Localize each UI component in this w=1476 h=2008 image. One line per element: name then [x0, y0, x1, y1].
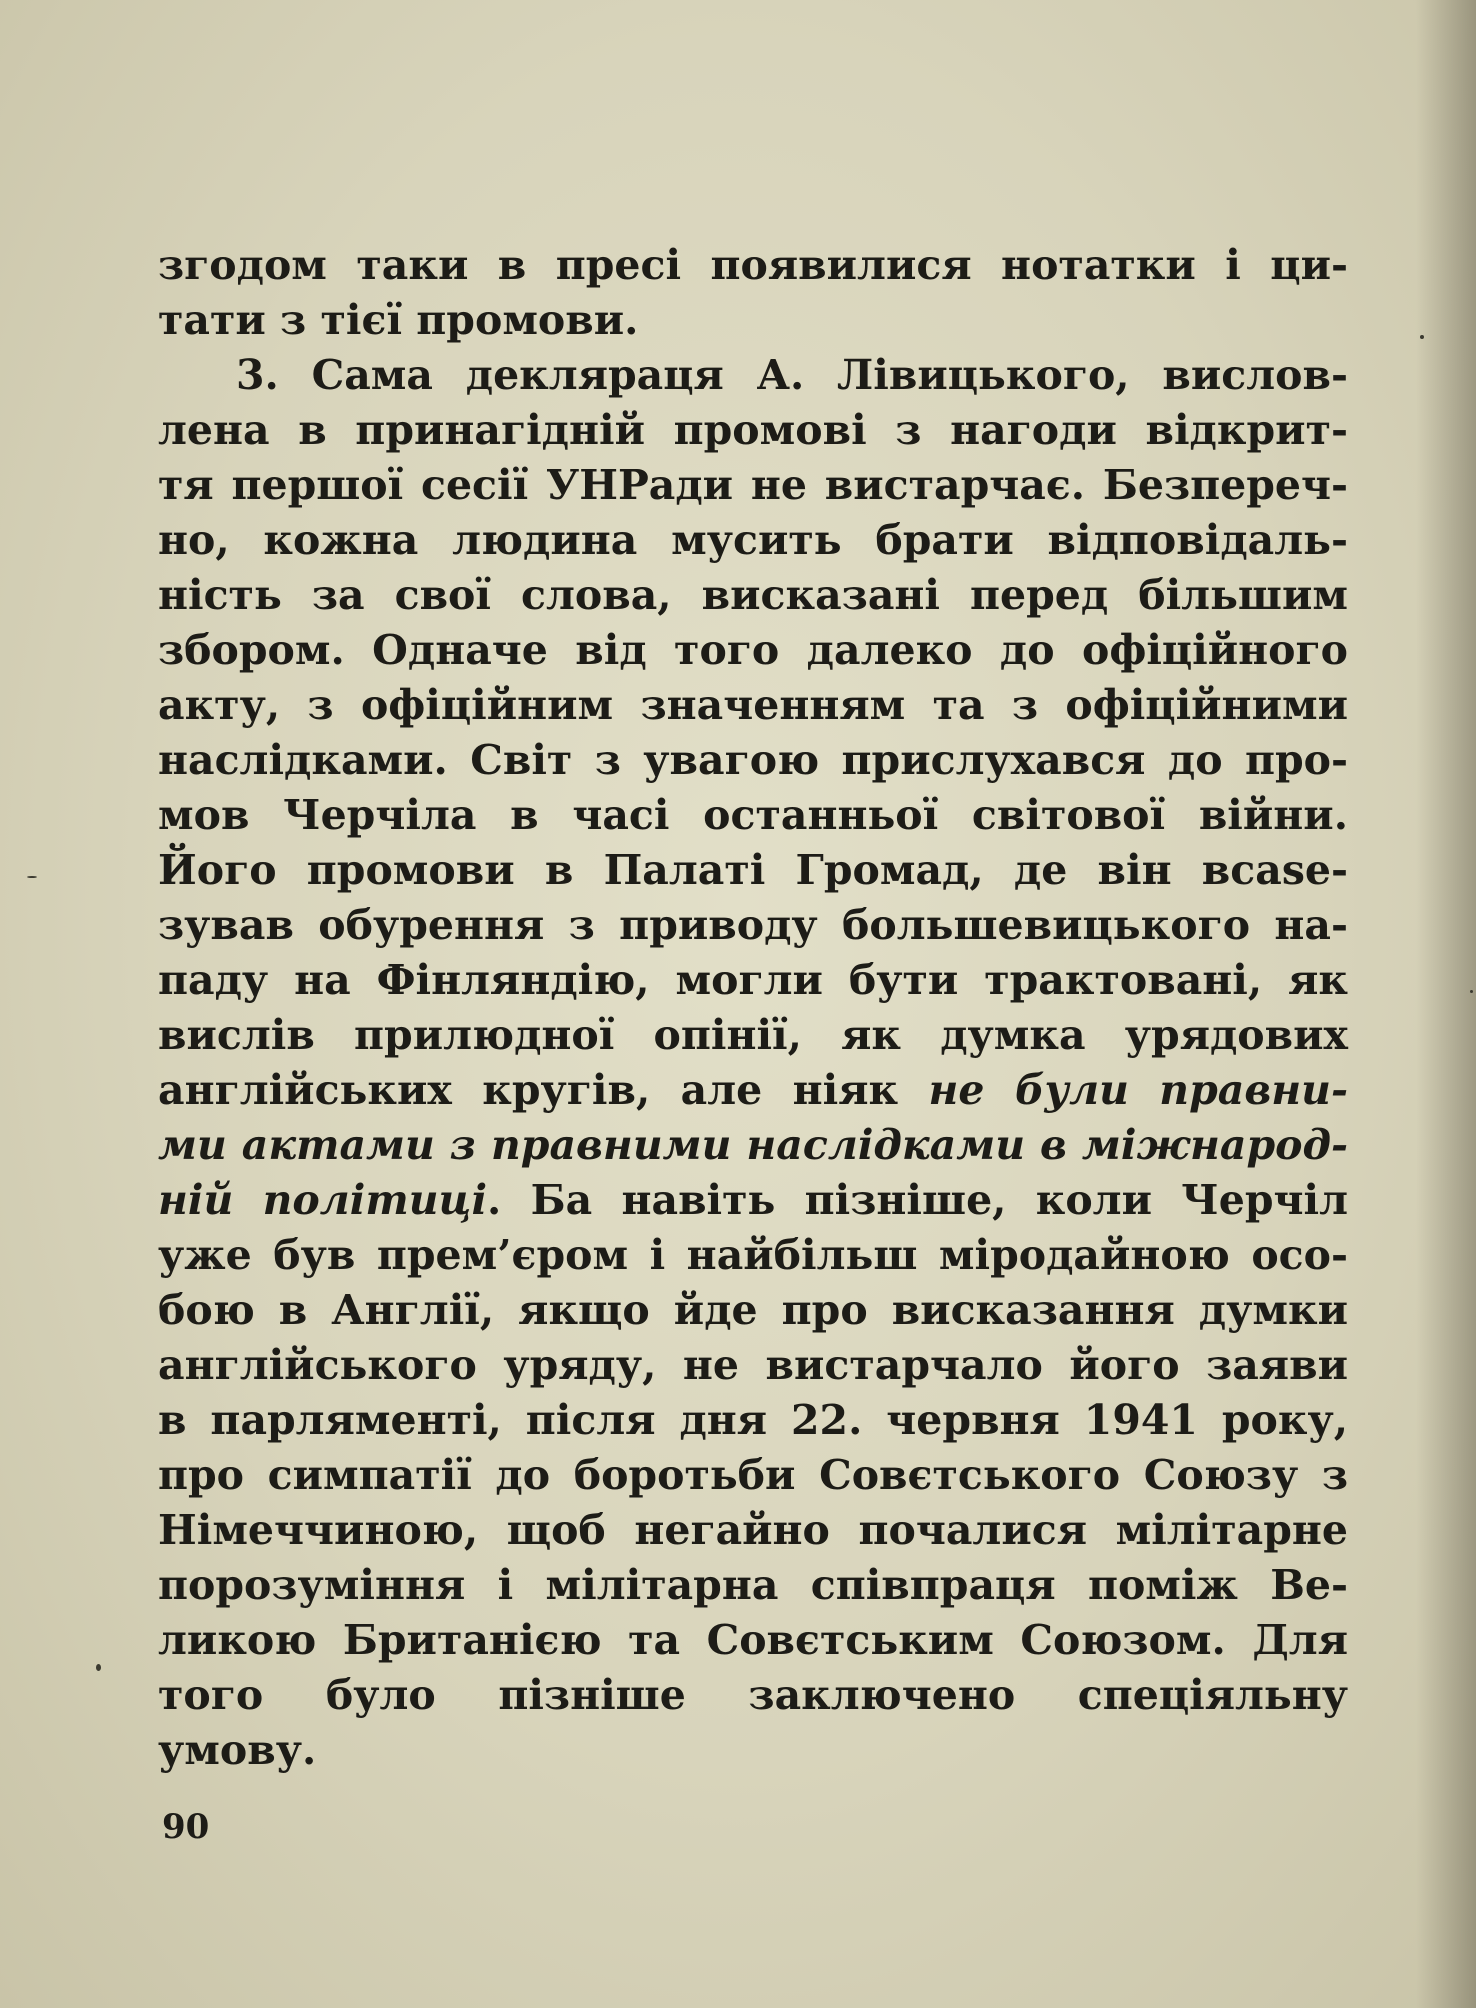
- text-line: наслідками. Світ з увагою прислухався до про-: [158, 736, 1348, 784]
- text-line: 3. Сама декляраця А. Лівицького, вислов-: [236, 351, 1348, 399]
- text-line: тати з тієї промови.: [158, 296, 639, 344]
- text-line: англійського уряду, не вистарчало його заяви: [158, 1341, 1348, 1389]
- text-line: порозуміння і мілітарна співпраця поміж Ве-: [158, 1561, 1348, 1609]
- text-line: зував обурення з приводу большевицького на-: [158, 901, 1348, 949]
- text-line: но, кожна людина мусить брати відповідаль-: [158, 516, 1348, 564]
- text-line: Його промови в Палаті Громад, де він вcase-: [158, 846, 1348, 894]
- text-line: уже був прем’єром і найбільш міродайною осо-: [158, 1231, 1348, 1279]
- text-line: згодом таки в пресі появилися нотатки і ци-: [158, 241, 1348, 289]
- text-line: лена в принагідній промові з нагоди відкрит-: [158, 406, 1348, 454]
- scan-speck: [27, 876, 37, 878]
- text-line: ми актами з правними наслідками в міжнарод-: [158, 1121, 1348, 1169]
- text-line: [158, 1173, 1348, 1228]
- text-line: вислів прилюдної опінії, як думка урядових: [158, 1011, 1348, 1059]
- text-line: Німеччиною, щоб негайно почалися мілітарне: [158, 1506, 1348, 1554]
- text-line: того було пізніше заключено спеціяльну: [158, 1671, 1348, 1719]
- page-number: 90: [162, 1807, 210, 1847]
- scan-speck: [1420, 335, 1424, 339]
- text-line: в парляменті, після дня 22. червня 1941 року,: [158, 1396, 1348, 1444]
- page-edge-shadow: [1416, 0, 1476, 2008]
- italic-text-segment: не були правни-: [928, 1066, 1348, 1114]
- text-line: про симпатії до боротьби Совєтського Союзу з: [158, 1451, 1348, 1499]
- text-line: [158, 1063, 1348, 1118]
- scan-speck: [1470, 990, 1473, 993]
- text-line: ликою Британією та Совєтським Союзом. Для: [158, 1616, 1348, 1664]
- text-segment: англійських кругів, але ніяк: [158, 1066, 929, 1114]
- italic-text-segment: ній політиці: [158, 1176, 488, 1224]
- scan-speck: [96, 1664, 101, 1671]
- text-line: тя першої сесії УНРади не вистарчає. Безпереч-: [158, 461, 1348, 509]
- text-line: паду на Фінляндію, могли бути трактовані, як: [158, 956, 1348, 1004]
- text-line: бою в Англії, якщо йде про висказання думки: [158, 1286, 1348, 1334]
- text-line: збором. Одначе від того далеко до офіційного: [158, 626, 1348, 674]
- text-line: мов Черчіла в часі останньої світової війни.: [158, 791, 1348, 839]
- text-line: умову.: [158, 1726, 317, 1774]
- text-segment: . Ба навіть пізніше, коли Черчіл: [487, 1176, 1348, 1224]
- body-text: [158, 238, 1348, 1778]
- text-line: акту, з офіційним значенням та з офіційними: [158, 681, 1348, 729]
- text-line: ність за свої слова, висказані перед більшим: [158, 571, 1348, 619]
